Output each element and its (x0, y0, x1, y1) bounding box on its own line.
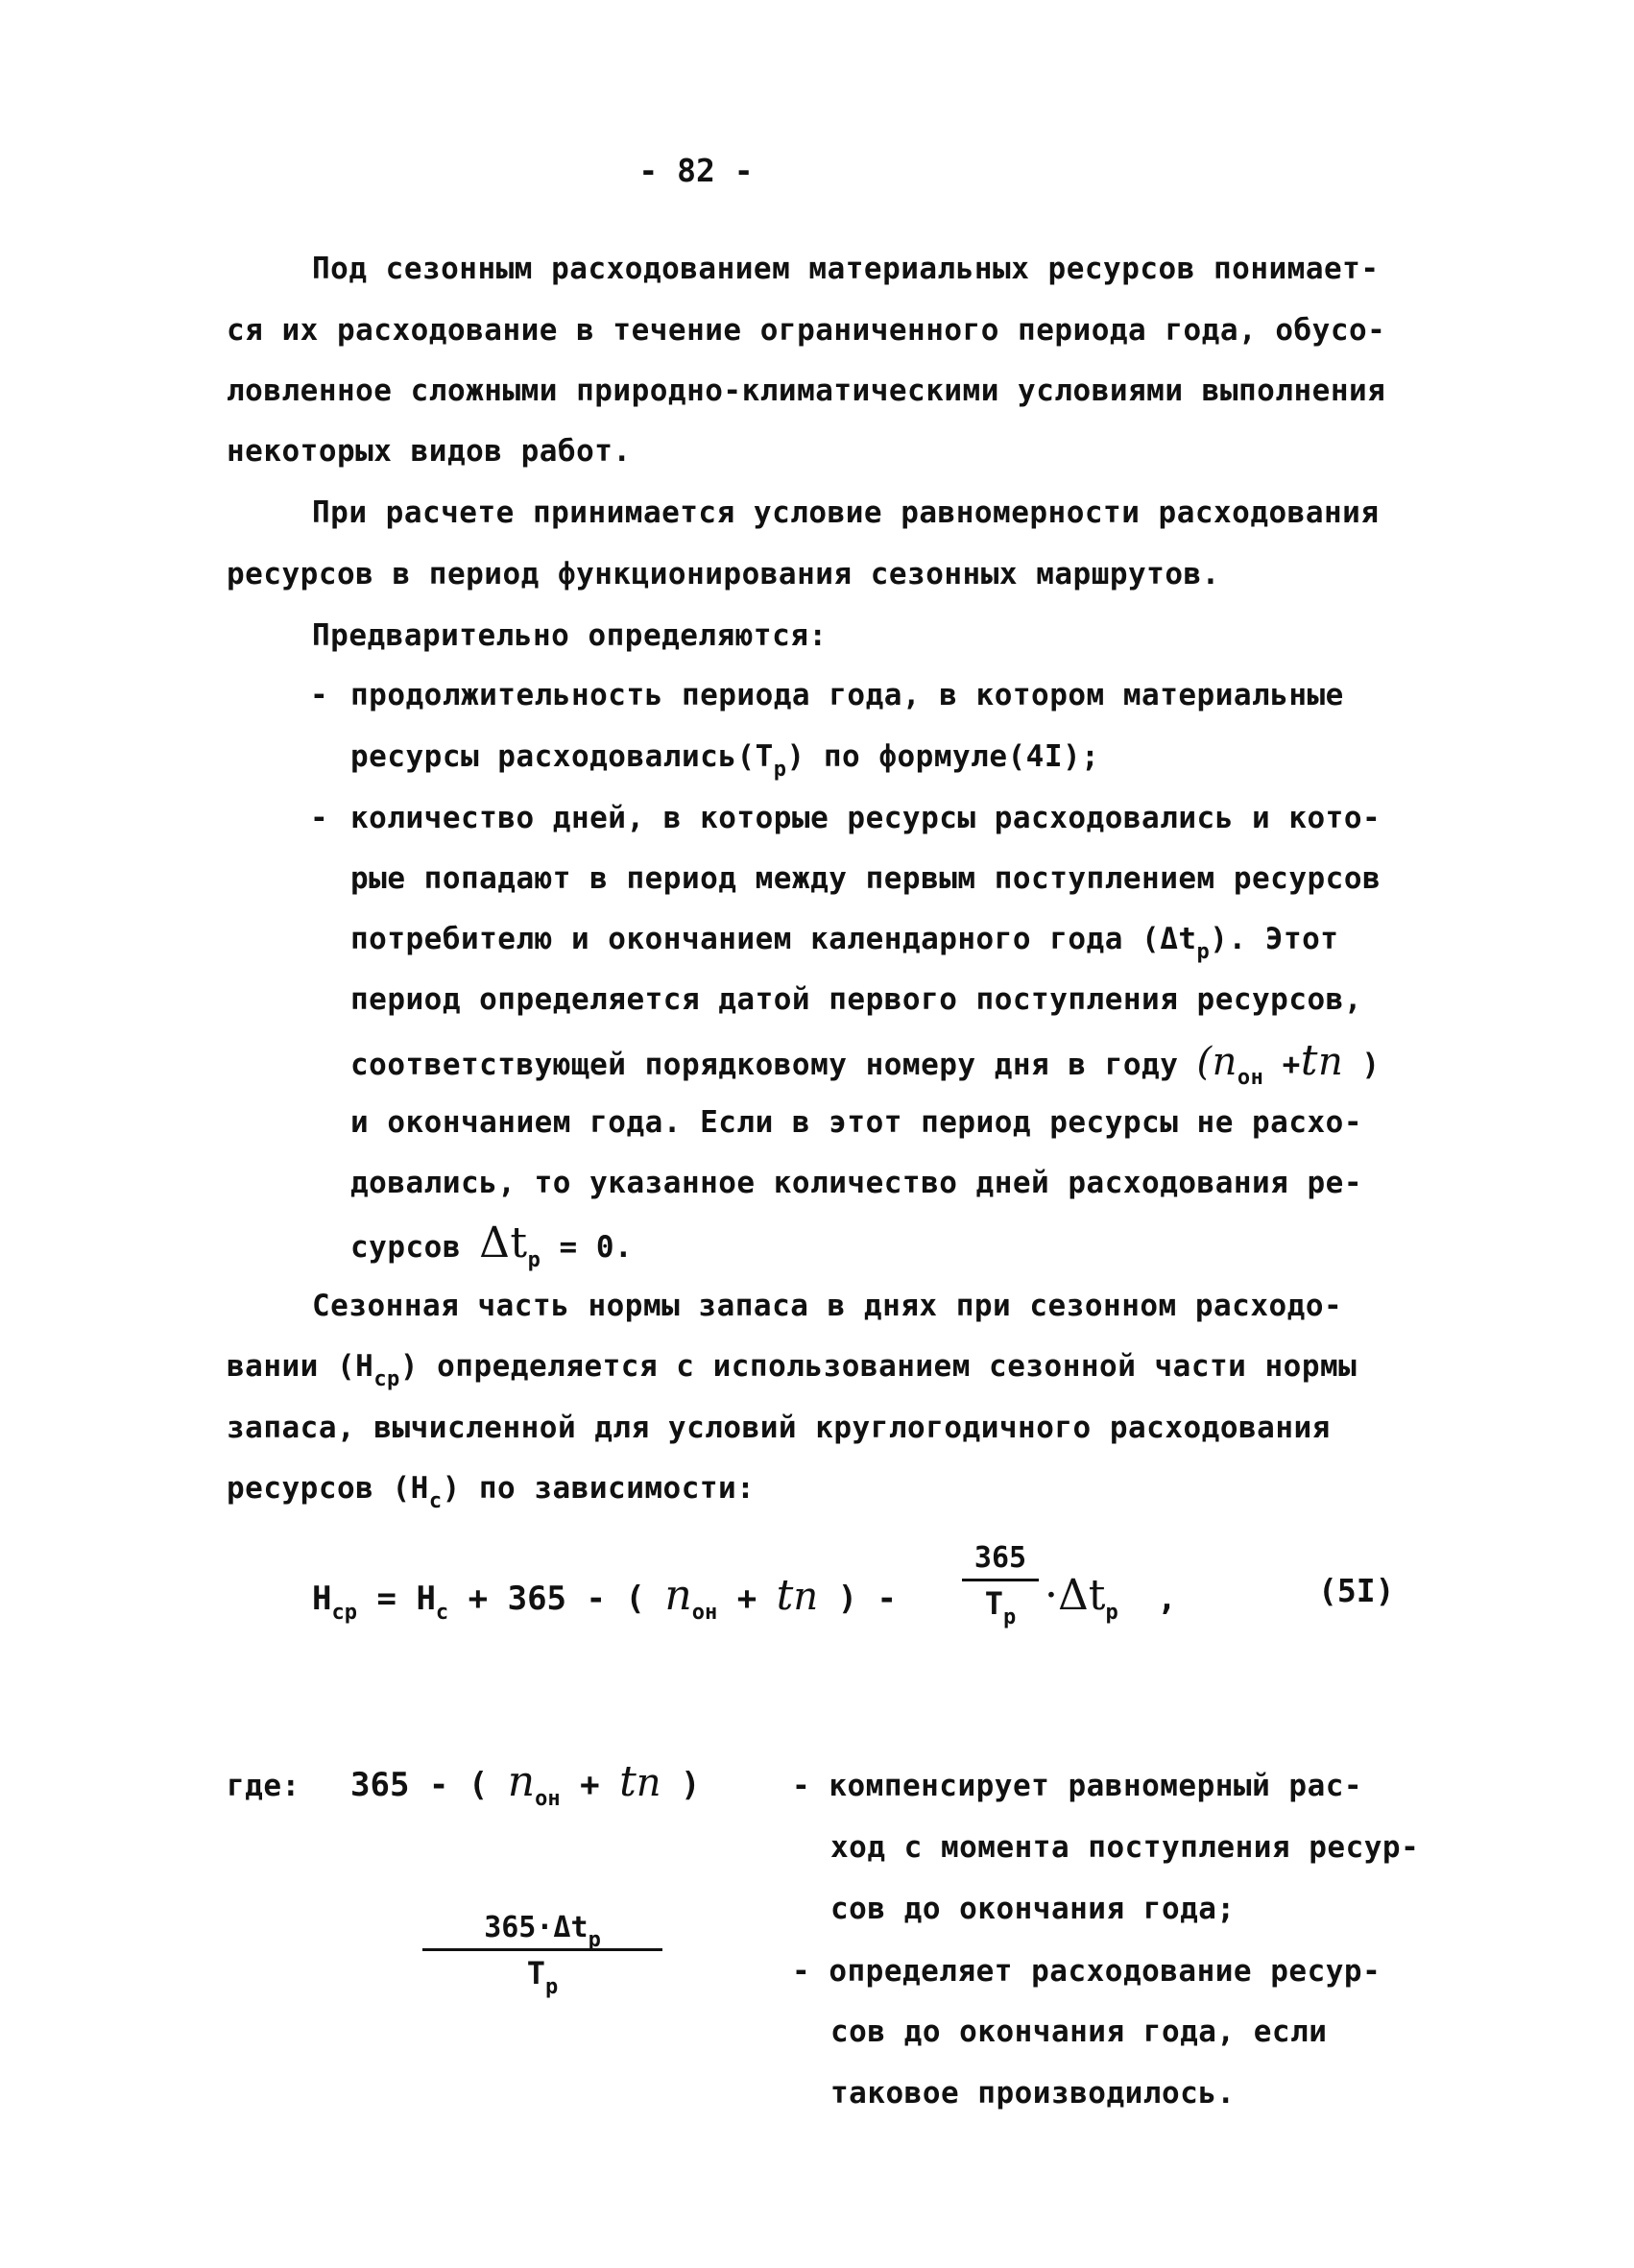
para4-line2-text-b: ) определяется с использованием сезонной части нормы (399, 1349, 1358, 1384)
where-expr1-n: n (507, 1757, 536, 1806)
bullet2-line3 (350, 918, 1338, 964)
bullet2-line8-text-b: = 0. (559, 1230, 634, 1265)
where-frac-den (422, 1955, 662, 1999)
formula-dot-sub: р (1105, 1601, 1118, 1625)
bullet2-line8 (350, 1218, 634, 1272)
bullet1-line1: продолжительность периода года, в котором материальные (350, 678, 1344, 712)
bullet2-line5-n: (n (1196, 1040, 1238, 1084)
para4-line2-text-a: вании (Н (227, 1349, 374, 1384)
para4-line2 (227, 1345, 1357, 1391)
para1-line1: Под сезонным расходованием материальных ресурсов понимает- (312, 252, 1380, 286)
bullet2-dash: - (310, 801, 328, 835)
formula-dt (1045, 1571, 1177, 1625)
formula-dot-dt: ·Δt (1045, 1571, 1106, 1620)
para2-line1: При расчете принимается условие равномерности расходования (312, 495, 1380, 530)
bullet2-line4: период определяется датой первого поступления ресурсов, (350, 982, 1362, 1017)
formula-tn: n (793, 1575, 819, 1619)
para1-line3: ловленное сложными природно-климатическими условиями выполнения (227, 374, 1386, 408)
where-fraction (422, 1911, 662, 1999)
para4-line4-text-b: ) по зависимости: (442, 1471, 756, 1506)
bullet2-line5-t: t (1300, 1036, 1318, 1085)
formula-t: t (776, 1571, 794, 1620)
formula-Hc: Н (416, 1580, 436, 1618)
where-label: где: (227, 1769, 300, 1803)
para4-line4-sub: с (428, 1489, 443, 1513)
where-frac-den-sub: р (545, 1975, 559, 1999)
formula-n-sub: он (691, 1601, 718, 1625)
bullet1-formula-ref: (4I); (1007, 739, 1100, 774)
where-expr1-a: 365 - ( (350, 1766, 489, 1804)
para1-line4: некоторых видов работ. (227, 434, 632, 469)
para1-line2: ся их расходование в течение ограниченного периода года, обусо- (227, 313, 1386, 348)
formula-plus: + (736, 1580, 757, 1618)
formula-frac-den-T: Т (984, 1585, 1003, 1622)
where-expr1-plus: + (580, 1766, 600, 1804)
where-desc1-line3: сов до окончания года; (830, 1892, 1236, 1926)
bullet2-line8-sym: Δt (479, 1218, 528, 1267)
where-frac-num-text: 365·Δt (484, 1911, 589, 1944)
formula-n: n (664, 1571, 692, 1620)
formula-H-sub: ср (331, 1601, 357, 1625)
bullet2-line3-sym: (Δt (1141, 922, 1197, 956)
para4-line3: запаса, вычисленной для условий круглогодичного расходования (227, 1411, 1331, 1445)
where-expr1 (350, 1757, 701, 1811)
bullet1-dash: - (310, 678, 328, 712)
formula-frac-num: 365 (973, 1541, 1027, 1575)
bullet2-line7: довались, то указанное количество дней расходования ре- (350, 1166, 1362, 1200)
bullet2-line5-plus: + (1282, 1048, 1301, 1082)
para4-line1: Сезонная часть нормы запаса в днях при сезонном расходо- (312, 1289, 1343, 1323)
formula-frac-den (962, 1585, 1039, 1629)
bullet2-line8-text-a: сурсов (350, 1230, 461, 1265)
where-frac-den-T: Т (526, 1955, 545, 1991)
where-expr1-sub: он (535, 1787, 561, 1811)
where-expr1-t: t (619, 1757, 637, 1806)
bullet2-line1: количество дней, в которые ресурсы расходовались и кото- (350, 801, 1382, 835)
bullet2-line8-sub: р (527, 1248, 541, 1272)
bullet2-line5-sub: он (1237, 1066, 1264, 1090)
where-frac-num (422, 1911, 662, 1952)
formula-H: Н (312, 1580, 332, 1618)
bullet1-text-b: по формуле (823, 739, 1008, 774)
bullet1-line2 (350, 736, 1099, 782)
where-desc1-line1: - компенсирует равномерный рас- (792, 1769, 1363, 1803)
bullet2-line5-close: ) (1361, 1048, 1381, 1082)
bullet2-line3-text-a: потребителю и окончанием календарного года (350, 922, 1123, 956)
where-desc1-line2: ход с момента поступления ресур- (830, 1830, 1420, 1865)
formula-eq: = (376, 1580, 396, 1618)
bullet2-line3-sub: р (1196, 940, 1211, 964)
para4-line4 (227, 1467, 755, 1513)
formula-365: + 365 - ( (468, 1580, 645, 1618)
where-desc2-line2: сов до окончания года, если (830, 2015, 1328, 2049)
formula-51 (312, 1571, 898, 1625)
para2-line2: ресурсов в период функционирования сезонных маршрутов. (227, 557, 1220, 591)
bullet2-line2: рые попадают в период между первым поступлением ресурсов (350, 861, 1382, 896)
where-expr1-close: ) (681, 1766, 701, 1804)
bullet2-line5-tn: n (1317, 1040, 1344, 1084)
bullet2-line6: и окончанием года. Если в этот период ресурсы не расхо- (350, 1105, 1362, 1140)
equation-number: (5I) (1318, 1572, 1395, 1609)
where-frac-bar (422, 1948, 662, 1951)
where-expr1-tn: n (636, 1761, 661, 1805)
formula-Hc-sub: с (435, 1601, 449, 1625)
formula-close: ) - (837, 1580, 898, 1618)
page-number: - 82 - (638, 152, 754, 189)
formula-frac-bar (962, 1579, 1039, 1581)
bullet2-line5-text: соответствующей порядковому номеру дня в году (350, 1048, 1179, 1082)
para4-line2-sub: ср (373, 1367, 400, 1391)
bullet2-line5 (350, 1036, 1381, 1090)
para4-line4-text-a: ресурсов (Н (227, 1471, 429, 1506)
bullet1-sym-T: (Т (736, 739, 774, 774)
bullet2-line3-text-b: ). Этот (1210, 922, 1339, 956)
bullet1-close: ) (786, 739, 805, 774)
bullet1-text-a: ресурсы расходовались (350, 739, 737, 774)
formula-comma: , (1157, 1580, 1177, 1618)
where-desc2-line1: - определяет расходование ресур- (792, 1954, 1382, 1989)
where-desc2-line3: таковое производилось. (830, 2076, 1236, 2111)
bullet1-sub-p: р (773, 758, 787, 782)
formula-fraction (962, 1541, 1039, 1629)
formula-frac-den-sub: р (1003, 1605, 1017, 1629)
para3-line: Предварительно определяются: (312, 618, 828, 653)
where-frac-num-sub: р (588, 1928, 601, 1952)
